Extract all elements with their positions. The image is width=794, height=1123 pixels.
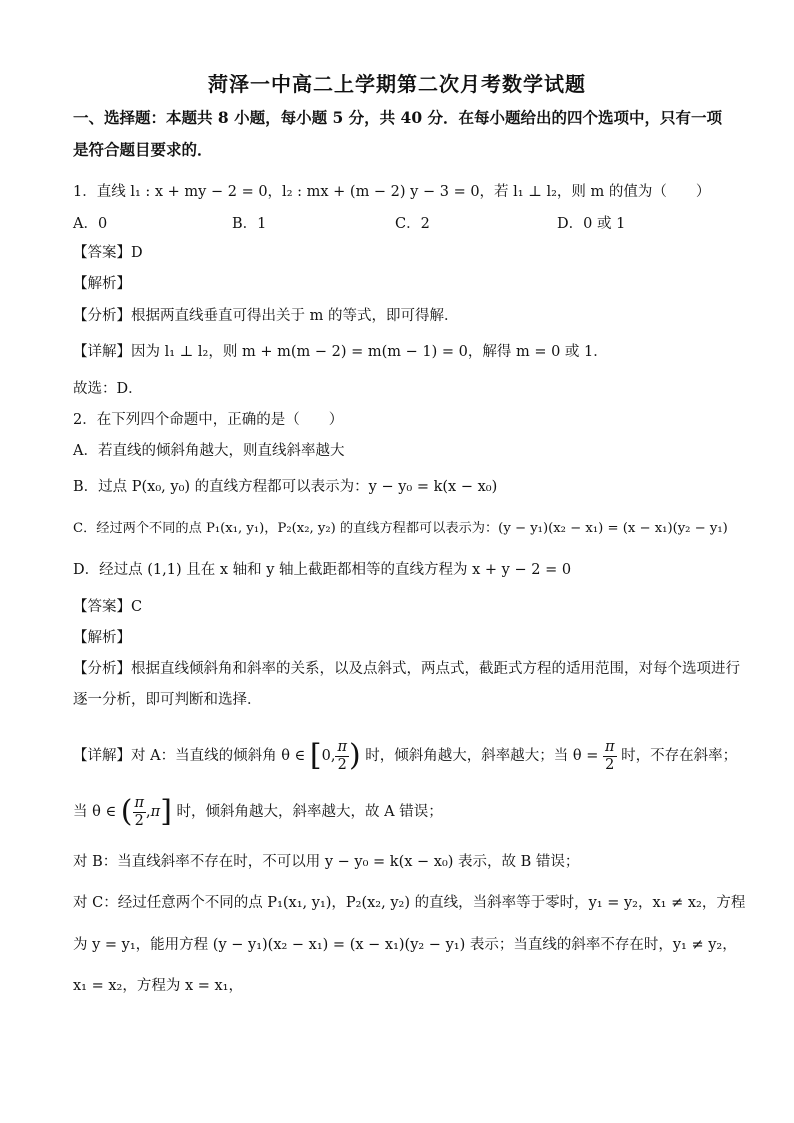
q2-detail-a1-post: 时，不存在斜率； <box>621 748 738 764</box>
q2-option-c: C．经过两个不同的点 P₁(x₁, y₁)，P₂(x₂, y₂) 的直线方程都可以表示为：(y − y₁)(x₂ − x₁) = (x − x₁)(y₂ − y₁) <box>73 521 728 536</box>
page-title: 菏泽一中高二上学期第二次月考数学试题 <box>208 72 586 96</box>
q2-option-b: B．过点 P(x₀, y₀) 的直线方程都可以表示为：y − y₀ = k(x − x₀) <box>73 479 498 495</box>
fraction-numerator: π <box>605 738 615 755</box>
q2-fenxi-line1: 【分析】根据直线倾斜角和斜率的关系，以及点斜式，两点式，截距式方程的适用范围，对每个选项进行 <box>73 661 740 677</box>
q1-fenxi: 【分析】根据两直线垂直可得出关于 m 的等式，即可得解． <box>73 308 459 324</box>
q1-option-d: D．0 或 1 <box>557 216 626 232</box>
q2-detail-a1-mid: 时，倾斜角越大，斜率越大；当 θ = <box>365 748 599 764</box>
q1-detail: 【详解】因为 l₁ ⊥ l₂，则 m + m(m − 2) = m(m − 1) = 0，解得 m = 0 或 1． <box>73 344 608 360</box>
interval-zero: 0 <box>321 748 331 764</box>
fraction-denominator: 2 <box>134 812 144 829</box>
interval-left-paren: ( <box>120 794 133 829</box>
q2-analysis-label: 【解析】 <box>73 630 131 646</box>
q2-detail-a2-pre: 当 θ ∈ <box>73 804 117 820</box>
q2-detail-a2-post: 时，倾斜角越大，斜率越大，故 A 错误； <box>176 804 443 820</box>
interval-right-bracket: ] <box>160 794 172 829</box>
q1-choose: 故选：D． <box>73 381 143 397</box>
q2-detail-b: 对 B：当直线斜率不存在时，不可以用 y − y₀ = k(x − x₀) 表示，故 B 错误； <box>73 854 580 870</box>
interval-left-bracket: [ <box>309 738 322 773</box>
q1-analysis-label: 【解析】 <box>73 276 131 292</box>
fraction-numerator: π <box>134 794 145 811</box>
section-heading-line1: 一、选择题：本题共 8 小题，每小题 5 分，共 40 分．在每小题给出的四个选项中，只有一项 <box>73 108 723 127</box>
q2-answer: 【答案】C <box>73 599 143 615</box>
q2-detail-c-line3: x₁ = x₂，方程为 x = x₁， <box>73 978 243 994</box>
q1-answer: 【答案】D <box>73 245 143 261</box>
fraction-denominator: 2 <box>605 756 615 773</box>
q2-stem: 2．在下列四个命题中，正确的是（ ） <box>73 412 344 428</box>
q2-detail-a-line1 <box>73 734 737 778</box>
interval-pi: π <box>150 804 161 820</box>
interval-comma-2: , <box>146 804 151 820</box>
q2-fenxi-line2: 逐一分析，即可判断和选择． <box>73 692 262 708</box>
q1-stem: 1．直线 l₁ : x + my − 2 = 0，l₂ : mx + (m − 2) y − 3 = 0，若 l₁ ⊥ l₂，则 m 的值为（ ） <box>73 184 711 200</box>
fraction-denominator: 2 <box>337 756 347 773</box>
fraction-pi-over-2-second <box>603 739 617 774</box>
fraction-numerator: π <box>337 738 347 755</box>
q2-detail-a-line2 <box>73 790 443 834</box>
q1-option-c: C．2 <box>395 216 430 232</box>
fraction-pi-over-2-third <box>133 795 147 830</box>
q1-option-a: A．0 <box>73 216 108 232</box>
interval-right-paren: ) <box>348 738 361 773</box>
q2-detail-c-line2: 为 y = y₁，能用方程 (y − y₁)(x₂ − x₁) = (x − x₁)(y₂ − y₁) 表示；当直线的斜率不存在时，y₁ ≠ y₂， <box>73 937 737 953</box>
q2-option-a: A．若直线的倾斜角越大，则直线斜率越大 <box>73 443 345 459</box>
q2-detail-c-line1: 对 C：经过任意两个不同的点 P₁(x₁, y₁)，P₂(x₂, y₂) 的直线，当斜率等于零时，y₁ = y₂，x₁ ≠ x₂，方程 <box>73 895 746 911</box>
q2-option-d: D．经过点 (1,1) 且在 x 轴和 y 轴上截距都相等的直线方程为 x + y − 2 = 0 <box>73 562 572 578</box>
q2-detail-a1-pre: 【详解】对 A：当直线的倾斜角 θ ∈ <box>73 748 306 764</box>
fraction-pi-over-2 <box>335 739 349 774</box>
section-heading-line2: 是符合题目要求的． <box>73 140 213 159</box>
q1-option-b: B．1 <box>232 216 267 232</box>
interval-comma: , <box>330 748 336 764</box>
